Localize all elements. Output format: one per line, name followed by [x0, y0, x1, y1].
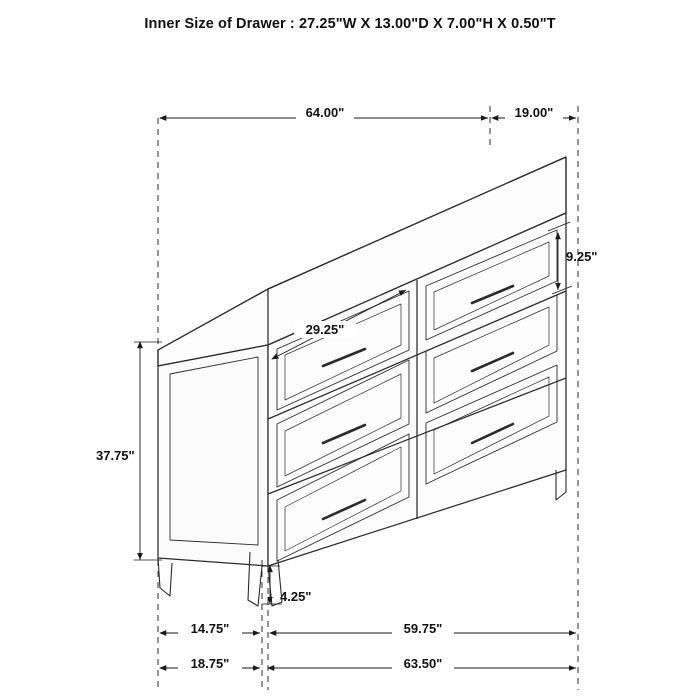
label-front-width: 59.75" — [403, 621, 443, 636]
dresser-illustration — [158, 157, 566, 606]
label-side-depth: 14.75" — [190, 621, 230, 636]
label-top-panel-edge: 29.25" — [305, 322, 345, 337]
label-base-depth: 18.75" — [190, 656, 230, 671]
label-top-drawer-height: 9.25" — [566, 249, 598, 264]
label-top-width: 64.00" — [305, 105, 345, 120]
label-leg-height: 4.25" — [280, 589, 312, 604]
label-overall-height: 37.75" — [96, 448, 135, 463]
label-top-depth: 19.00" — [514, 105, 554, 120]
page-title: Inner Size of Drawer : 27.25"W X 13.00"D X 7.00"H X 0.50"T — [144, 16, 556, 32]
label-base-width: 63.50" — [403, 656, 443, 671]
dresser-left-side-panel — [158, 345, 268, 606]
